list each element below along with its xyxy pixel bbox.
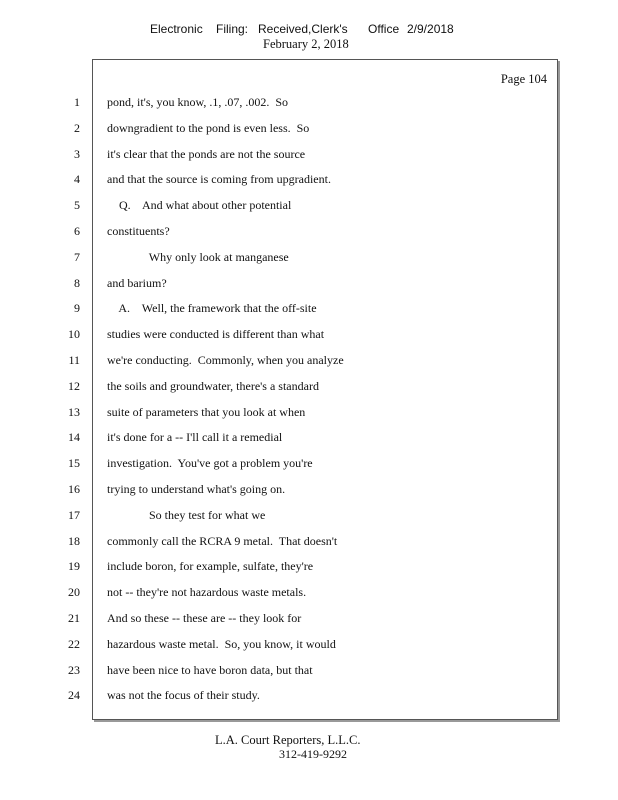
filing-stamp-word: Filing: (216, 22, 249, 36)
transcript-line-text: have been nice to have boron data, but that (107, 663, 313, 677)
line-number: 24 (68, 688, 80, 702)
line-number: 22 (68, 637, 80, 651)
line-number: 18 (68, 534, 80, 548)
line-number: 3 (74, 147, 80, 161)
line-number: 2 (74, 121, 80, 135)
transcript-line-text: not -- they're not hazardous waste metals. (107, 585, 307, 599)
transcript-line-text: include boron, for example, sulfate, they're (107, 559, 314, 573)
transcript-line-text: So they test for what we (107, 508, 266, 522)
transcript-line-text: it's clear that the ponds are not the source (107, 147, 306, 161)
transcript-line-text: it's done for a -- I'll call it a remedial (107, 430, 283, 444)
line-number: 19 (68, 559, 80, 573)
line-number: 10 (68, 327, 80, 341)
line-number: 13 (68, 405, 80, 419)
transcript-line-text: pond, it's, you know, .1, .07, .002. So (107, 95, 289, 109)
transcript-line-text: and that the source is coming from upgradient. (107, 172, 331, 186)
page-number-label: Page 104 (500, 72, 547, 86)
line-number: 6 (74, 224, 80, 238)
transcript-line-text: the soils and groundwater, there's a standard (107, 379, 319, 393)
line-number: 4 (74, 172, 80, 186)
line-number: 14 (68, 430, 80, 444)
transcript-line-text: And so these -- these are -- they look for (107, 611, 302, 625)
transcript-line-text: was not the focus of their study. (107, 688, 260, 702)
transcript-line-text: suite of parameters that you look at when (107, 405, 306, 419)
transcript-line-text: and barium? (107, 276, 167, 290)
line-number: 7 (74, 250, 80, 264)
filing-stamp-word: Electronic (150, 22, 203, 36)
transcript-line-text: Q. And what about other potential (107, 198, 292, 212)
line-number: 23 (68, 663, 80, 677)
transcript-line-text: studies were conducted is different than what (107, 327, 325, 341)
line-number: 21 (68, 611, 80, 625)
line-number: 11 (68, 353, 80, 367)
transcript-line-text: A. Well, the framework that the off-site (107, 301, 317, 315)
line-number: 15 (68, 456, 80, 470)
court-reporter-phone: 312-419-9292 (279, 747, 347, 761)
line-number: 20 (68, 585, 80, 599)
transcript-line-text: investigation. You've got a problem you're (107, 456, 313, 470)
court-reporter-name: L.A. Court Reporters, L.L.C. (215, 733, 361, 747)
transcript-line-text: constituents? (107, 224, 170, 238)
filing-date: February 2, 2018 (263, 37, 349, 51)
line-number: 9 (74, 301, 80, 315)
line-number: 12 (68, 379, 80, 393)
transcript-line-text: Why only look at manganese (107, 250, 289, 264)
transcript-line-text: downgradient to the pond is even less. So (107, 121, 310, 135)
line-number: 16 (68, 482, 80, 496)
filing-stamp-word: Office (368, 22, 400, 36)
line-number: 8 (74, 276, 80, 290)
line-number: 1 (74, 95, 80, 109)
transcript-line-text: trying to understand what's going on. (107, 482, 286, 496)
filing-stamp-word: 2/9/2018 (407, 22, 454, 36)
filing-stamp-word: Received,Clerk's (258, 22, 348, 36)
line-number: 5 (74, 198, 80, 212)
transcript-line-text: commonly call the RCRA 9 metal. That doesn't (107, 534, 338, 548)
transcript-line-text: we're conducting. Commonly, when you analyze (107, 353, 344, 367)
line-number: 17 (68, 508, 80, 522)
transcript-line-text: hazardous waste metal. So, you know, it would (107, 637, 336, 651)
